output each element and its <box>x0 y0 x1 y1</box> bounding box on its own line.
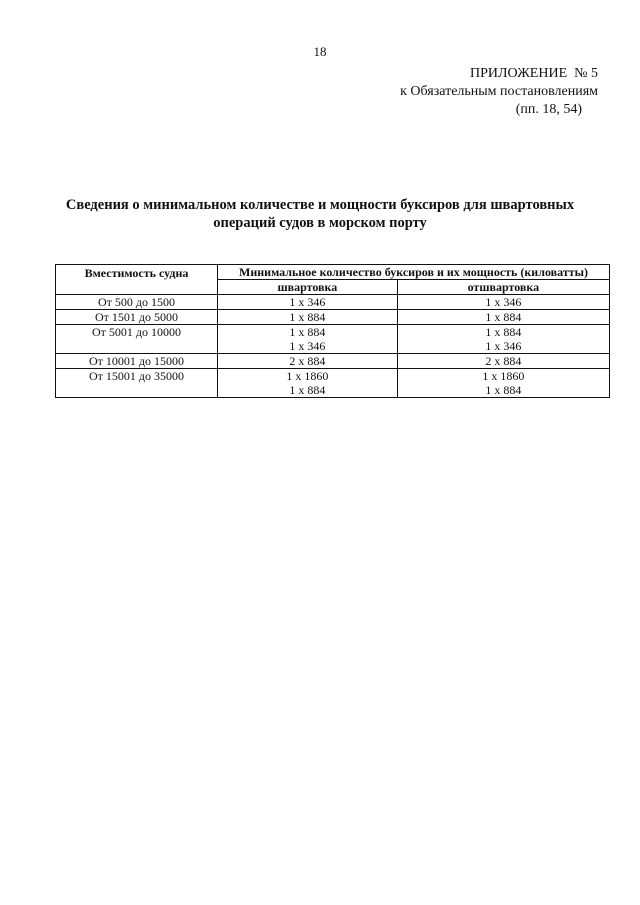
unmooring-value: 1 х 346 <box>485 339 522 353</box>
cell-vessel-capacity: От 500 до 1500 <box>56 295 218 310</box>
cell-unmooring <box>397 295 609 310</box>
unmooring-value: 1 х 884 <box>485 310 522 324</box>
table-row <box>56 354 610 369</box>
header-vessel-capacity: Вместимость судна <box>56 265 218 295</box>
mooring-value: 2 х 884 <box>289 354 326 368</box>
cell-mooring <box>218 295 398 310</box>
header-unmooring: отшвартовка <box>397 280 609 295</box>
cell-mooring <box>218 369 398 398</box>
mooring-value: 1 х 884 <box>289 325 326 339</box>
cell-vessel-capacity: От 5001 до 10000 <box>56 325 218 354</box>
table-row <box>56 295 610 310</box>
header-mooring: швартовка <box>218 280 398 295</box>
table-row <box>56 310 610 325</box>
unmooring-value: 1 х 346 <box>485 295 522 309</box>
cell-mooring <box>218 310 398 325</box>
cell-mooring <box>218 354 398 369</box>
table-row <box>56 369 610 398</box>
mooring-value: 1 х 884 <box>289 310 326 324</box>
unmooring-value: 2 х 884 <box>485 354 522 368</box>
page-number: 18 <box>313 44 327 59</box>
title-line-1: Сведения о минимальном количестве и мощности буксиров для швартовных <box>65 197 575 213</box>
cell-vessel-capacity: От 1501 до 5000 <box>56 310 218 325</box>
appendix-reference: к Обязательным постановлениям <box>400 84 598 99</box>
header-tug-count-power: Минимальное количество буксиров и их мощность (киловатты) <box>218 265 610 280</box>
cell-unmooring <box>397 310 609 325</box>
unmooring-value: 1 х 884 <box>485 325 522 339</box>
appendix-paragraphs: (пп. 18, 54) <box>515 102 582 117</box>
tug-requirements-table <box>55 264 610 398</box>
cell-mooring <box>218 325 398 354</box>
mooring-value: 1 х 346 <box>289 295 326 309</box>
document-title <box>40 196 600 232</box>
mooring-value: 1 х 346 <box>289 339 326 353</box>
cell-unmooring <box>397 325 609 354</box>
unmooring-value: 1 х 1860 <box>482 369 525 383</box>
table-header-row <box>56 265 610 280</box>
appendix-title: ПРИЛОЖЕНИЕ № 5 <box>470 66 598 81</box>
mooring-value: 1 х 1860 <box>286 369 329 383</box>
table-body <box>56 295 610 398</box>
table-row <box>56 325 610 354</box>
title-line-2: операций судов в морском порту <box>213 215 427 231</box>
cell-unmooring <box>397 354 609 369</box>
unmooring-value: 1 х 884 <box>485 383 522 397</box>
cell-vessel-capacity: От 10001 до 15000 <box>56 354 218 369</box>
mooring-value: 1 х 884 <box>289 383 326 397</box>
cell-unmooring <box>397 369 609 398</box>
cell-vessel-capacity: От 15001 до 35000 <box>56 369 218 398</box>
